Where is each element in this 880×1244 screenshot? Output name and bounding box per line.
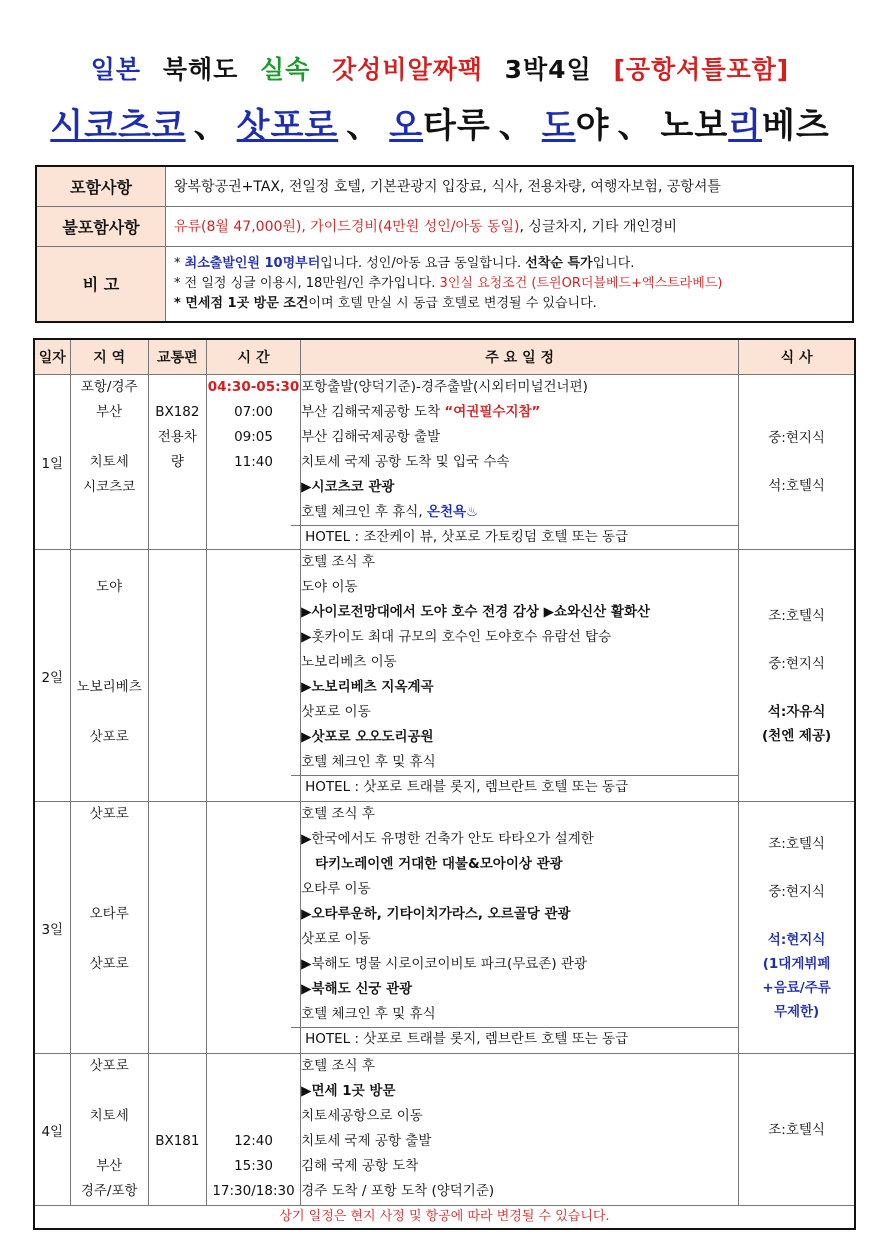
note-highlight: 3인실 요청조건 (트윈OR더블베드+엑스트라베드) [439,275,723,291]
hotel-info: HOTEL : 삿포로 트래블 롯지, 렘브란트 호텔 또는 동급 [291,775,738,799]
region [71,877,148,902]
included-text: 왕복항공권+TAX, 전일정 호텔, 기본관광지 입장료, 식사, 전용차량, 여행자보험, 공항셔틀 [166,166,854,206]
meal: 중:현지식 [768,883,825,900]
info-table [35,165,854,323]
meal: 석:호텔식 [768,478,825,494]
region: 치토세 [89,454,129,470]
title-word: 실속 [259,55,311,84]
transport-cell [148,550,206,802]
region: 치토세 [89,1108,129,1124]
subtitle-part: 시코츠코 [50,106,186,146]
meal [739,628,854,652]
meal: 중:현지식 [768,430,825,446]
schedule-header-row [34,339,855,375]
meal: 무제한) [773,1003,820,1020]
region: 부산 [96,404,123,420]
time-cell [206,375,300,550]
time: 09:05 [234,429,273,445]
note-text: 이며 호텔 만실 시 동급 호텔로 변경될 수 있습니다. [308,295,597,311]
separator: 、 [617,106,653,146]
note-highlight: 최소출발인원 10명부터 [184,255,321,271]
itinerary-item: 노보리베츠 이동 [301,654,397,670]
region [71,1129,148,1154]
day-label: 1일 [34,375,70,550]
meal: 석:자유식 [767,703,826,720]
hotel-info: HOTEL : 삿포로 트래블 롯지, 렘브란트 호텔 또는 동급 [291,1027,738,1051]
itinerary-item: 호텔 체크인 후 및 휴식 [301,754,436,770]
transport-cell [148,375,206,550]
transport-cell [148,802,206,1054]
time: 15:30 [234,1158,273,1174]
meal: +음료/주류 [762,979,831,996]
region [71,927,148,952]
itinerary-item: 경주 도착 / 포항 도착 (양덕기준) [301,1183,495,1199]
note-line [174,294,844,314]
meal [739,856,854,880]
itinerary-item: ▶면세 1곳 방문 [301,1083,396,1099]
meal: (천엔 제공) [761,727,832,744]
passport-warning: “여권필수지참” [444,404,541,420]
itinerary-text: 부산 김해국제공항 도착 [301,404,445,420]
excluded-header: 불포함사항 [36,206,166,246]
time: 04:30-05:30 [207,379,300,395]
title-word: 북해도 [162,55,239,84]
meal [739,450,854,474]
time [207,1079,300,1104]
transport: BX182 [155,404,200,420]
day-label: 2일 [34,550,70,802]
subtitle-part: 도 [541,106,576,146]
region [71,625,148,650]
time: 07:00 [234,404,273,420]
included-header: 포함사항 [36,166,166,206]
title-word: 3박4일 [504,55,592,84]
meal: (1대게뷔페 [762,955,831,972]
region: 시코츠코 [83,479,136,495]
region: 노보리베츠 [76,679,142,695]
meal: 석:현지식 [767,931,826,948]
region: 삿포로 [89,1058,129,1074]
itinerary-item: 치토세 국제 공항 출발 [301,1133,432,1149]
itinerary-item: 삿포로 이동 [301,931,371,947]
itinerary-item [301,400,738,425]
subtitle-part: 베츠 [762,106,830,146]
excluded-fees: 유류(8월 47,000원), 가이드경비(4만원 성인/아동 동일) [174,219,520,235]
separator: 、 [193,106,229,146]
subtitle-part: 오 [389,106,424,146]
itinerary-item: 호텔 조식 후 [301,554,375,570]
region [71,650,148,675]
col-header-itinerary: 주 요 일 정 [301,339,739,375]
itinerary-cell [301,375,739,550]
transport [149,375,206,400]
itinerary-item: 치토세공항으로 이동 [301,1108,423,1124]
day-row-4 [34,1054,855,1206]
hot-spring-label: 온천욕♨ [426,504,479,520]
transport: 량 [170,454,184,470]
itinerary-item: ▶시코츠코 관광 [301,479,395,495]
region: 도야 [96,579,123,595]
itinerary-item: ▶삿포로 오오도리공원 [301,729,434,745]
note-bullet: * [174,255,185,271]
itinerary-item: ▶북해도 신궁 관광 [301,981,413,997]
subtitle-part: 야 [575,106,610,146]
page-title [0,50,880,86]
col-header-region: 지 역 [70,339,148,375]
itinerary-item: 치토세 국제 공항 도착 및 입국 수속 [301,454,510,470]
time-cell [206,1054,300,1206]
subtitle-part: 리 [728,106,763,146]
footer-row [34,1206,855,1230]
region [71,1079,148,1104]
meal-cell [739,550,855,802]
itinerary-item [301,500,738,525]
region [71,852,148,877]
itinerary-item: 호텔 조식 후 [301,806,375,822]
region [71,550,148,575]
meal-cell [739,802,855,1054]
itinerary-item: 김해 국제 공항 도착 [301,1158,419,1174]
itinerary-item: 타키노레이엔 거대한 대불&모아이상 관광 [315,856,563,872]
day-row-2 [34,550,855,802]
region-cell [70,550,148,802]
time [207,1054,300,1079]
itinerary-item: 삿포로 이동 [301,704,371,720]
region [71,700,148,725]
region [71,600,148,625]
region: 오타루 [89,906,129,922]
itinerary-item: 오타루 이동 [301,881,371,897]
page-subtitle [0,98,880,147]
meal: 조:호텔식 [768,607,825,624]
note-line [174,274,844,294]
note-text: * 전 일정 싱글 이용시, 18만원/인 추가입니다. [174,275,440,291]
time: 17:30/18:30 [212,1183,295,1199]
itinerary-item: 호텔 체크인 후 및 휴식 [301,1006,436,1022]
day-label: 3일 [34,802,70,1054]
excluded-text [166,206,854,246]
subtitle-part: 삿포로 [236,106,339,146]
day-label: 4일 [34,1054,70,1206]
transport [149,1054,206,1079]
notes-text [166,246,854,322]
day-row-3 [34,802,855,1054]
region-cell [70,1054,148,1206]
footer-notice: 상기 일정은 현지 사정 및 항공에 따라 변경될 수 있습니다. [34,1206,855,1230]
excluded-other: , 싱글차지, 기타 개인경비 [519,219,678,235]
region-cell [70,375,148,550]
region: 포항/경주 [80,379,138,395]
time-cell [206,550,300,802]
time [207,1104,300,1129]
note-line [174,254,844,274]
region: 삿포로 [89,806,129,822]
subtitle-part: 노보 [660,106,729,146]
itinerary-item: ▶사이로전망대에서 도야 호수 전경 감상 ▶쇼와신산 활화산 [301,604,651,620]
note-text: 입니다. 성인/아동 요금 동일합니다. [320,255,526,271]
itinerary-text: 호텔 체크인 후 휴식, [301,504,427,520]
region: 삿포로 [89,956,129,972]
separator: 、 [346,106,382,146]
itinerary-item: ▶오타루운하, 기타이치가라스, 오르골당 관광 [301,906,571,922]
region: 경주/포항 [80,1183,138,1199]
meal [739,676,854,700]
transport-cell [148,1054,206,1206]
title-word: 갓성비알짜팩 [332,55,483,84]
itinerary-cell [301,550,739,802]
region: 삿포로 [89,729,129,745]
col-header-transport: 교통편 [148,339,206,375]
day-row-1 [34,375,855,550]
meal-cell [739,375,855,550]
note-text: 입니다. [592,255,635,271]
time: 12:40 [234,1133,273,1149]
title-word: 일본 [90,55,142,84]
hotel-info: HOTEL : 조잔케이 뷰, 삿포로 가토킹덤 호텔 또는 동급 [291,525,738,549]
itinerary-item: 도야 이동 [301,579,358,595]
itinerary-item: ▶노보리베츠 지옥계곡 [301,679,434,695]
title-word: [공항셔틀포함] [613,55,790,84]
time: 11:40 [234,454,273,470]
itinerary-item: ▶한국에서도 유명한 건축가 안도 타타오가 설계한 [301,831,594,847]
itinerary-cell [301,802,739,1054]
meal: 조:호텔식 [768,1121,825,1138]
itinerary-item: 호텔 조식 후 [301,1058,375,1074]
note-highlight: * 면세점 1곳 방문 조건 [174,295,309,311]
itinerary-item: 포항출발(양덕기준)-경주출발(시외터미널건너편) [301,379,588,395]
schedule-table [33,338,856,1230]
region: 부산 [96,1158,123,1174]
col-header-time: 시 간 [206,339,300,375]
col-header-day: 일자 [34,339,70,375]
meal: 조:호텔식 [768,835,825,852]
transport: 전용차 [157,429,197,445]
notes-header: 비 고 [36,246,166,322]
transport [149,1104,206,1129]
region-cell [70,802,148,1054]
note-highlight: 선착순 특가 [525,255,593,271]
meal-cell [739,1054,855,1206]
time-cell [206,802,300,1054]
itinerary-cell [301,1054,739,1206]
itinerary-item: 부산 김해국제공항 출발 [301,429,441,445]
col-header-meals: 식 사 [739,339,855,375]
region [71,827,148,852]
region [71,425,148,450]
separator: 、 [498,106,534,146]
transport [149,1079,206,1104]
itinerary-item: ▶홋카이도 최대 규모의 호수인 도야호수 유람선 탑승 [301,629,612,645]
transport: BX181 [155,1133,200,1149]
meal [739,904,854,928]
subtitle-part: 타루 [423,106,491,146]
meal: 중:현지식 [768,655,825,672]
itinerary-item: ▶북해도 명물 시로이코이비토 파크(무료존) 관광 [301,956,587,972]
